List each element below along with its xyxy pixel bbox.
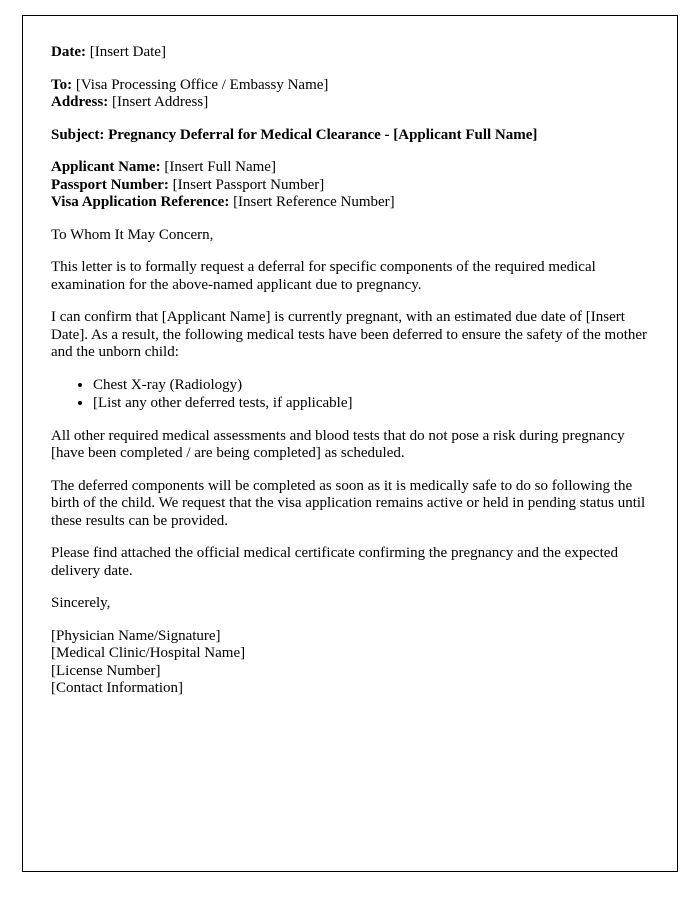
applicant-name-line — [51, 159, 649, 177]
letter-body — [22, 15, 678, 872]
visa-reference-line — [51, 194, 649, 212]
passport-number-label: Passport Number: — [51, 176, 169, 193]
recipient-block — [51, 77, 649, 112]
to-line — [51, 77, 649, 95]
passport-number-value: [Insert Passport Number] — [168, 176, 325, 193]
salutation: To Whom It May Concern, — [51, 226, 214, 243]
visa-reference-value: [Insert Reference Number] — [229, 194, 395, 210]
date-label: Date: — [51, 44, 86, 60]
paragraph-request: This letter is to formally request a deferral for specific components of the required medical examination for the above-named applicant due to pregnancy. — [51, 259, 596, 293]
applicant-name-label: Applicant Name: — [51, 159, 161, 175]
signature-line: [Contact Information] — [51, 680, 184, 696]
list-item: • [List any other deferred tests, if applicable] — [93, 395, 649, 413]
signature-line: [License Number] — [51, 662, 161, 679]
paragraph-other-tests: All other required medical assessments and blood tests that do not pose a risk during pregnancy [have been completed / are being completed] as scheduled. — [51, 427, 625, 461]
address-label: Address: — [51, 94, 109, 110]
visa-reference-label: Visa Application Reference: — [51, 194, 230, 210]
passport-number-line — [51, 177, 649, 195]
to-label: To: — [51, 76, 73, 93]
applicant-name-value: [Insert Full Name] — [160, 159, 276, 175]
list-item: • Chest X-ray (Radiology) — [93, 377, 649, 395]
subject-text: Subject: Pregnancy Deferral for Medical Clearance - [Applicant Full Name] — [51, 126, 538, 143]
paragraph-confirm: I can confirm that [Applicant Name] is currently pregnant, with an estimated due date of [Insert Date]. As a result, the following medical tests have been deferred to ensure the safety of the mother and the unborn child: — [51, 309, 648, 360]
date-line — [51, 44, 649, 62]
address-line — [51, 94, 649, 112]
to-value: [Visa Processing Office / Embassy Name] — [72, 76, 329, 93]
address-value: [Insert Address] — [108, 94, 209, 110]
paragraph-attachment: Please find attached the official medical certificate confirming the pregnancy and the expected delivery date. — [51, 545, 618, 579]
signature-line: [Physician Name/Signature] — [51, 627, 221, 644]
signature-line: [Medical Clinic/Hospital Name] — [51, 645, 246, 661]
applicant-block — [51, 159, 649, 212]
paragraph-deferred: The deferred components will be completed as soon as it is medically safe to do so following the birth of the child. We request that the visa application remains active or held in pending status until these results can be provided. — [51, 477, 646, 529]
date-value: [Insert Date] — [85, 44, 166, 60]
subject-line — [51, 127, 649, 145]
closing: Sincerely, — [51, 595, 111, 611]
signature-block — [51, 628, 649, 698]
deferred-tests-list — [51, 377, 649, 413]
